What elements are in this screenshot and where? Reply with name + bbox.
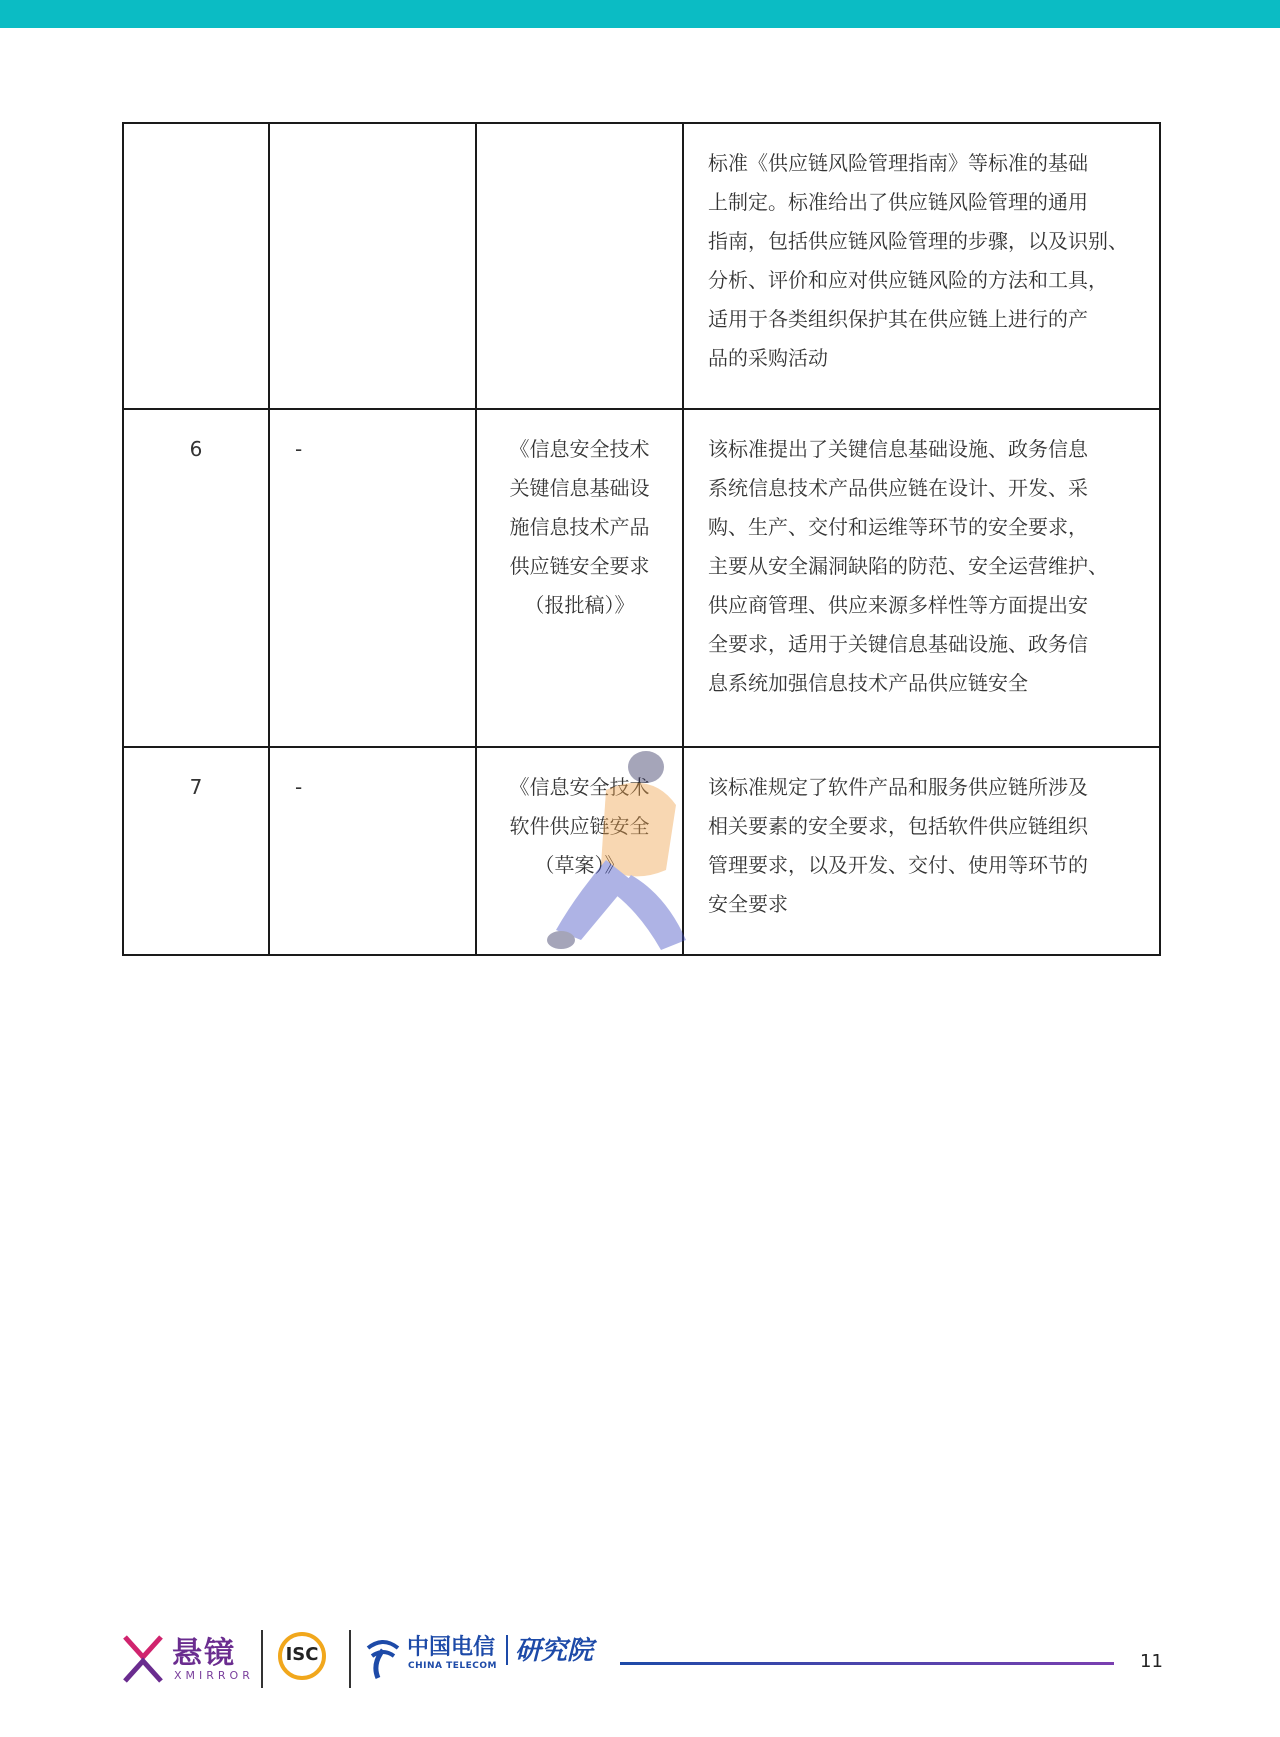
footer [0, 1620, 1280, 1700]
row-number-cell [123, 123, 269, 409]
table-row [123, 123, 1160, 409]
footer-gradient-line [620, 1662, 1114, 1665]
description-line: 上制定。标准给出了供应链风险管理的通用 [708, 190, 1088, 214]
mascot-head [628, 751, 664, 783]
row-code-cell: - [269, 747, 476, 955]
standard-name-line: 关键信息基础设 [509, 476, 650, 500]
top-accent-bar [0, 0, 1280, 28]
xmirror-logo-subtext: XMIRROR [174, 1669, 254, 1682]
standard-name-line: 施信息技术产品 [509, 515, 650, 539]
mascot-watermark-illustration [536, 745, 726, 975]
description-line: 全要求，适用于关键信息基础设施、政务信 [708, 632, 1088, 656]
standard-name-line: （报批稿）》 [524, 593, 635, 617]
mascot-leg-right [616, 875, 686, 950]
standard-name-line: （草案）》 [534, 853, 625, 877]
standard-name-cell [476, 123, 683, 409]
isc-logo-text: ISC [285, 1644, 319, 1665]
mascot-body [601, 783, 676, 877]
description-line: 适用于各类组织保护其在供应链上进行的产 [708, 307, 1088, 331]
standard-name-line: 《信息安全技术 [509, 437, 650, 461]
china-telecom-logo-icon [364, 1634, 402, 1680]
description-line: 指南，包括供应链风险管理的步骤，以及识别、 [708, 229, 1128, 253]
description-line: 息系统加强信息技术产品供应链安全 [708, 671, 1028, 695]
standard-name-line: 软件供应链安全 [509, 814, 650, 838]
row-number-cell: 6 [123, 409, 269, 747]
description-line: 该标准提出了关键信息基础设施、政务信息 [708, 437, 1088, 461]
standard-description-cell [683, 123, 1160, 409]
logo-divider [261, 1630, 263, 1688]
description-line: 购、生产、交付和运维等环节的安全要求， [708, 515, 1088, 539]
logo-divider [349, 1630, 351, 1688]
description-line: 相关要素的安全要求，包括软件供应链组织 [708, 814, 1088, 838]
china-telecom-logo-subtext: CHINA TELECOM [408, 1661, 497, 1671]
mascot-leg-left [556, 860, 631, 940]
description-line: 品的采购活动 [708, 346, 828, 370]
xmirror-logo-text: 悬镜 [172, 1636, 236, 1671]
standard-name-cell [476, 409, 683, 747]
description-line: 管理要求，以及开发、交付、使用等环节的 [708, 853, 1088, 877]
standard-description-cell [683, 409, 1160, 747]
standard-name-line: 《信息安全技术 [509, 775, 650, 799]
description-line: 主要从安全漏洞缺陷的防范、安全运营维护、 [708, 554, 1108, 578]
description-line: 安全要求 [708, 892, 788, 916]
page-number: 11 [1140, 1651, 1163, 1672]
china-telecom-logo-text: 中国电信 [407, 1634, 496, 1660]
mascot-shoe [547, 931, 575, 949]
row-number-cell: 7 [123, 747, 269, 955]
research-institute-logo-text: 研究院 [515, 1636, 594, 1666]
description-line: 该标准规定了软件产品和服务供应链所涉及 [708, 775, 1088, 799]
row-code-cell [269, 123, 476, 409]
description-line: 供应商管理、供应来源多样性等方面提出安 [708, 593, 1088, 617]
xmirror-logo-icon [122, 1633, 164, 1685]
standard-description-cell [683, 747, 1160, 955]
description-line: 标准《供应链风险管理指南》等标准的基础 [708, 151, 1088, 175]
standard-name-line: 供应链安全要求 [509, 554, 650, 578]
description-line: 分析、评价和应对供应链风险的方法和工具， [708, 268, 1108, 292]
table-row [123, 409, 1160, 747]
description-line: 系统信息技术产品供应链在设计、开发、采 [708, 476, 1088, 500]
logo-divider [506, 1635, 508, 1665]
row-code-cell: - [269, 409, 476, 747]
